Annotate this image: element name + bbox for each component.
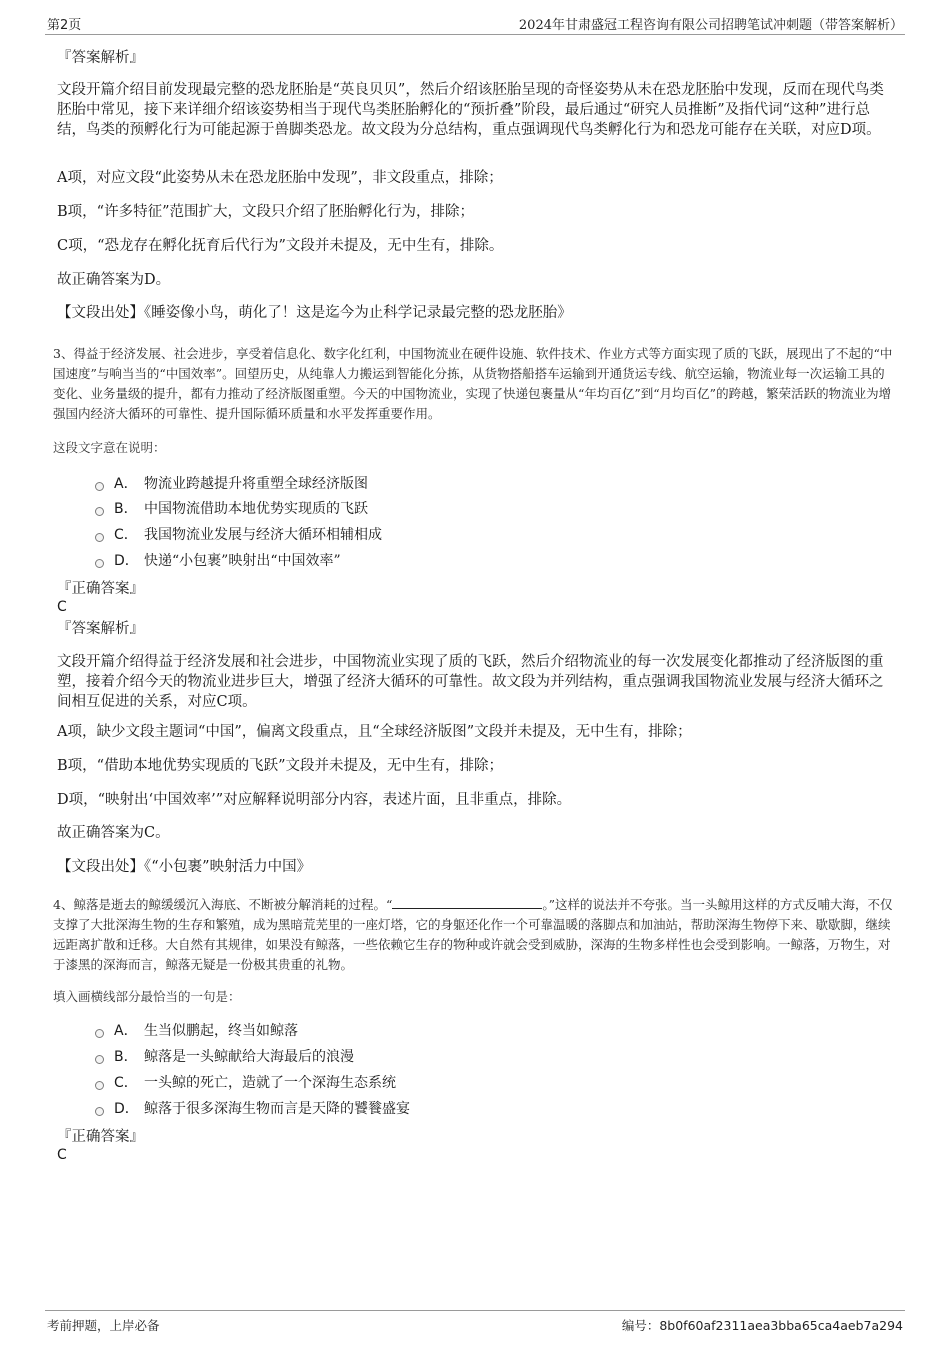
footer-code-label: 编号： <box>621 1318 660 1333</box>
q2-analysis-label: 『答案解析』 <box>57 50 144 66</box>
page-number: 第2页 <box>47 18 82 33</box>
q4-question-text <box>53 865 896 975</box>
q4-option-a[interactable]: A． 生当似鹏起，终当如鲸落 <box>95 1020 298 1042</box>
radio-icon[interactable] <box>95 1029 104 1038</box>
q3-analysis-text: 文段开篇介绍得益于经济发展和社会进步，中国物流业实现了质的飞跃，然后介绍物流业的每一次发展变化都推动了经济版图的重塑，接着介绍今天的物流业进步巨大，增强了经济大循环的可靠性。故文段为并列结构，重点强调我国物流业发展与经济大循环之间相互促进的关系，对应C项。 <box>57 654 884 710</box>
q3-option-d[interactable]: D． 快递“小包裹”映射出“中国效率” <box>95 550 341 572</box>
q2-option-b-analysis: B项，“许多特征”范围扩大，文段只介绍了胚胎孵化行为，排除； <box>57 204 474 220</box>
radio-icon[interactable] <box>95 1055 104 1064</box>
q4-answer: C <box>57 1147 67 1163</box>
document-title: 2024年甘肃盛冠工程咨询有限公司招聘笔试冲刺题（带答案解析） <box>518 18 903 33</box>
q4-option-b[interactable]: B． 鲸落是一头鲸献给大海最后的浪漫 <box>95 1046 354 1068</box>
radio-icon[interactable] <box>95 533 104 542</box>
radio-icon[interactable] <box>95 507 104 516</box>
q4-answer-label: 『正确答案』 <box>57 1129 144 1145</box>
q3-analysis-label: 『答案解析』 <box>57 621 144 637</box>
q4-option-c[interactable]: C． 一头鲸的死亡，造就了一个深海生态系统 <box>95 1072 396 1094</box>
q3-question-text: 3、得益于经济发展、社会进步，享受着信息化、数字化红利，中国物流业在硬件设施、软件技术、作业方式等方面实现了质的飞跃，展现出了不起的“中国速度”与响当当的“中国效率”。回望历史，从纯靠人力搬运到智能化分拣，从货物搭船搭车运输到开通货运专线、航空运输，物流业每一次运输工具的变化、业务量级的提升，都有力推动了经济版图重塑。今天的中国物流业，实现了快递包裹量从“年均百亿”到“月均百亿”的跨越，繁荣活跃的物流业为增强国内经济大循环的可靠性、提升国际循环质量和水平发挥重要作用。 <box>53 346 893 421</box>
q3-answer: C <box>57 599 67 615</box>
page-header <box>45 12 905 35</box>
radio-icon[interactable] <box>95 559 104 568</box>
q3-prompt: 这段文字意在说明： <box>53 440 166 455</box>
q4-text-before: 4、鲸落是逝去的鲸缓缓沉入海底、不断被分解消耗的过程。“ <box>53 897 393 912</box>
q3-source: 【文段出处】《“小包裹”映射活力中国》 <box>57 859 312 875</box>
q4-option-d[interactable]: D． 鲸落于很多深海生物而言是天降的饕餮盛宴 <box>95 1098 410 1120</box>
q4-prompt: 填入画横线部分最恰当的一句是： <box>53 989 241 1004</box>
q3-option-d-analysis: D项，“映射出‘中国效率’”对应解释说明部分内容，表述片面，且非重点，排除。 <box>57 792 572 808</box>
footer-slogan: 考前押题，上岸必备 <box>47 1318 160 1333</box>
fill-blank <box>392 896 542 909</box>
q3-conclusion: 故正确答案为C。 <box>57 825 170 841</box>
q3-option-a[interactable]: A． 物流业跨越提升将重塑全球经济版图 <box>95 473 368 495</box>
q3-option-a-analysis: A项，缺少文段主题词“中国”，偏离文段重点，且“全球经济版图”文段并未提及，无中生有，排除； <box>57 724 692 740</box>
q2-option-c-analysis: C项，“恐龙存在孵化抚育后代行为”文段并未提及，无中生有，排除。 <box>57 238 504 254</box>
q3-answer-label: 『正确答案』 <box>57 581 144 597</box>
q4-text-after: 。”这样的说法并不夸张。当一头鲸用这样的方式反哺大海，不仅支撑了大批深海生物的生存和繁殖，成为黑暗荒芜里的一座灯塔，它的身躯还化作一个可靠温暖的落脚点和加油站，帮助深海生物停下来、歇歇脚，继续远距离扩散和迁移。大自然有其规律，如果没有鲸落，一些依赖它生存的物种或许就会受到威胁，深海的生物多样性也会受到影响。一鲸落，万物生，对于漆黑的深海而言，鲸落无疑是一份极其贵重的礼物。 <box>53 897 893 972</box>
radio-icon[interactable] <box>95 482 104 491</box>
page-footer <box>45 1310 905 1337</box>
q2-source: 【文段出处】《睡姿像小鸟，萌化了！这是迄今为止科学记录最完整的恐龙胚胎》 <box>57 305 572 321</box>
q2-conclusion: 故正确答案为D。 <box>57 272 171 288</box>
q3-option-b[interactable]: B． 中国物流借助本地优势实现质的飞跃 <box>95 498 368 520</box>
q2-analysis-text: 文段开篇介绍目前发现最完整的恐龙胚胎是“英良贝贝”，然后介绍该胚胎呈现的奇怪姿势从未在恐龙胚胎中发现，反而在现代鸟类胚胎中常见，接下来详细介绍该姿势相当于现代鸟类胚胎孵化的“预折叠”阶段，最后通过“研究人员推断”及指代词“这种”进行总结，鸟类的预孵化行为可能起源于兽脚类恐龙。故文段为分总结构，重点强调现代鸟类孵化行为和恐龙可能存在关联，对应D项。 <box>57 82 884 138</box>
radio-icon[interactable] <box>95 1107 104 1116</box>
radio-icon[interactable] <box>95 1081 104 1090</box>
q3-option-c[interactable]: C． 我国物流业发展与经济大循环相辅相成 <box>95 524 382 546</box>
q2-option-a-analysis: A项，对应文段“此姿势从未在恐龙胚胎中发现”，非文段重点，排除； <box>57 170 503 186</box>
footer-code-value: 8b0f60af2311aea3bba65ca4aeb7a294 <box>659 1318 903 1333</box>
q3-option-b-analysis: B项，“借助本地优势实现质的飞跃”文段并未提及，无中生有，排除； <box>57 758 503 774</box>
footer-code <box>622 1316 903 1334</box>
